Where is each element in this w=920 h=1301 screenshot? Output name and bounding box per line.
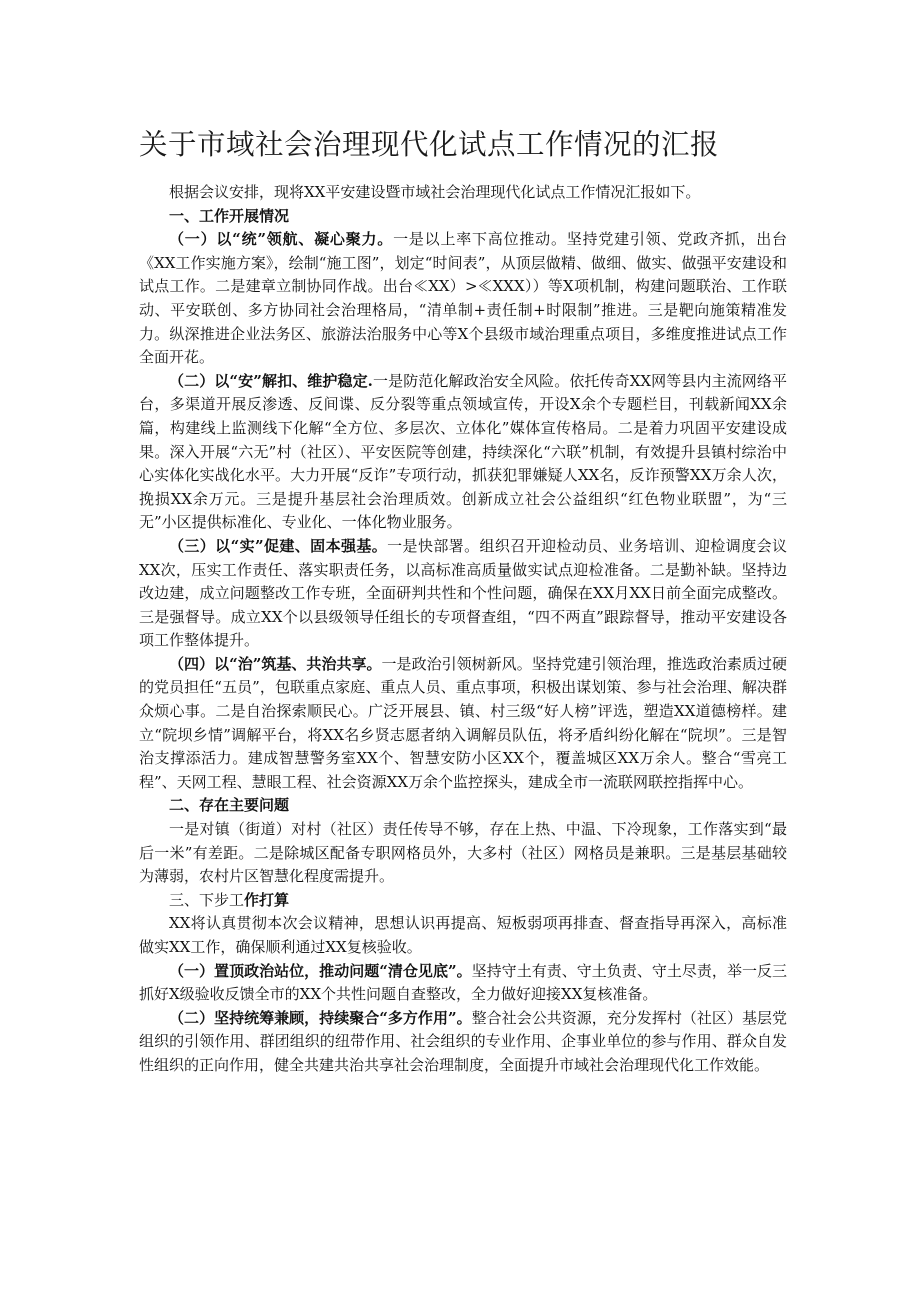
intro-paragraph: 根据会议安排，现将XX平安建设暨市域社会治理现代化试点工作情况汇报如下。 <box>169 183 701 201</box>
paragraph-lead: （二）坚持统筹兼顾，持续聚合“多方作用”。 <box>169 1008 472 1027</box>
paragraph-unified-leadership <box>139 228 787 370</box>
paragraph-next-steps-intro: XX将认真贯彻本次会议精神，思想认识再提高、短板弱项再排查、督查指导再深入，高标准做实XX工作，确保顺利通过XX复核验收。 <box>139 914 787 956</box>
paragraph-body: 一是以上率下高位推动。坚持党建引领、党政齐抓，出台《XX工作实施方案》，绘制“施工图”，划定“时间表”，从顶层做精、做细、做实、做强平安建设和试点工作。二是建章立制协同作战。出台≪XX）>≪XXX））等X项机制，构建问题联治、工作联动、平安联创、多方协同社会治理格局，“清单制+责任制+时限制”推进。三是靶向施策精准发力。纵深推进企业法务区、旅游法治服务中心等X个县级市域治理重点项目，多维度推进试点工作全面开花。 <box>139 230 787 367</box>
paragraph-safety-stability <box>139 370 787 535</box>
paragraph-political-stance <box>139 960 787 1007</box>
paragraph-body: 整合社会公共资源，充分发挥村（社区）基层党组织的引领作用、群团组织的纽带作用、社会组织的专业作用、企事业单位的参与作用、群众自发性组织的正向作用，健全共建共治共享社会治理制度，全面提升市域社会治理现代化工作效能。 <box>139 1008 787 1074</box>
paragraph-solid-foundation <box>139 535 787 653</box>
document-page <box>139 125 787 1078</box>
paragraph-lead: （一）以“统”领航、凝心聚力。 <box>169 230 394 249</box>
heading-part-bold: 作打算 <box>244 890 290 909</box>
section-heading-next-steps <box>139 889 787 913</box>
paragraph-body: 一是防范化解政治安全风险。依托传奇XX网等县内主流网络平台，多渠道开展反渗透、反间谍、反分裂等重点领域宣传，开设X余个专题栏目，刊载新闻XX余篇，构建线上监测线下化解“全方位、多层次、立体化”媒体宣传格局。二是着力巩固平安建设成果。深入开展“六无”村（社区）、平安医院等创建，持续深化“六联”机制，有效提升县镇村综治中心实体化实战化水平。大力开展“反诈”专项行动，抓获犯罪嫌疑人XX名，反诈预警XX万余人次，挽损XX余万元。三是提升基层社会治理质效。创新成立社会公益组织“红色物业联盟”，为“三无”小区提供标准化、专业化、一体化物业服务。 <box>139 371 787 532</box>
section-heading-problems: 二、存在主要问题 <box>169 796 290 815</box>
paragraph-co-governance <box>139 653 787 795</box>
paragraph-problems: 一是对镇（街道）对村（社区）责任传导不够，存在上热、中温、下冷现象，工作落实到“最后一米”有差距。二是除城区配备专职网格员外，大多村（社区）网格员是兼职。三是基层基础较为薄弱，农村片区智慧化程度需提升。 <box>139 820 787 886</box>
paragraph-body: 一是快部署。组织召开迎检动员、业务培训、迎检调度会议XX次，压实工作责任、落实职责任务，以高标准高质量做实试点迎检准备。二是勤补缺。坚持边改边建，成立问题整改工作专班，全面研判共性和个性问题，确保在XX月XX日前全面完成整改。三是强督导。成立XX个以县级领导任组长的专项督查组，“四不两直”跟踪督导，推动平安建设各项工作整体提升。 <box>139 536 787 650</box>
paragraph-lead: （三）以“实”促建、固本强基。 <box>169 536 388 555</box>
paragraph-lead: （四）以“治”筑基、共治共享。 <box>169 654 382 673</box>
paragraph-coordination <box>139 1007 787 1078</box>
section-heading-work: 一、工作开展情况 <box>169 206 290 225</box>
heading-part-plain: 三、下步工 <box>169 890 245 909</box>
paragraph-lead: （二）以“安”解扣、维护稳定. <box>169 371 373 390</box>
paragraph-body: 坚持守土有责、守土负责、守土尽责，举一反三抓好X级验收反馈全市的XX个共性问题自查整改，全力做好迎接XX复核准备。 <box>139 961 787 1004</box>
document-title: 关于市域社会治理现代化试点工作情况的汇报 <box>139 128 720 161</box>
paragraph-body: 一是政治引领树新风。坚持党建引领治理，推选政治素质过硬的党员担任“五员”，包联重点家庭、重点人员、重点事项，积极出谋划策、参与社会治理、解决群众烦心事。二是自治探索顺民心。广泛开展县、镇、村三级“好人榜”评选，塑造XX道德榜样。建立“院坝乡情”调解平台，将XX名乡贤志愿者纳入调解员队伍，将矛盾纠纷化解在“院坝”。三是智治支撑添活力。建成智慧警务室XX个、智慧安防小区XX个，覆盖城区XX万余人。整合“雪亮工程”、天网工程、慧眼工程、社会资源XX万余个监控探头，建成全市一流联网联控指挥中心。 <box>139 654 787 791</box>
paragraph-lead: （一）置顶政治站位，推动问题“清仓见底”。 <box>169 961 472 980</box>
